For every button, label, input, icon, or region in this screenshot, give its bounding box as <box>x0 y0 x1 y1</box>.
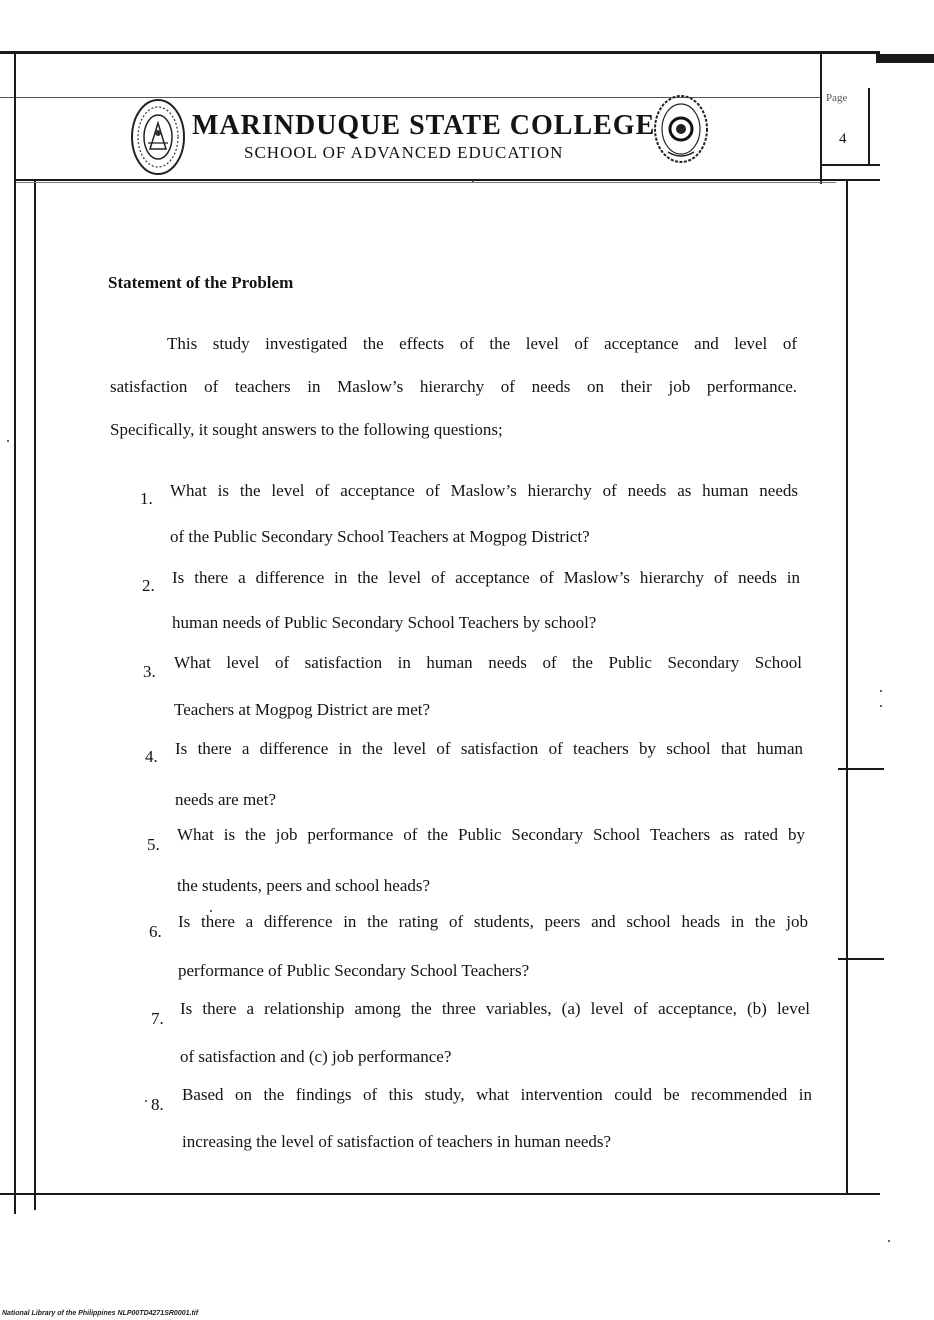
scan-speck <box>472 180 474 182</box>
question-text: performance of Public Secondary School Teachers? <box>178 961 530 980</box>
section-heading: Statement of the Problem <box>108 273 294 292</box>
question-text: What is the job performance of the Public Secondary School Teachers as rated by <box>177 825 805 844</box>
question-number: 3. <box>143 662 156 681</box>
scan-speck <box>880 705 882 707</box>
question-text: the students, peers and school heads? <box>177 876 431 895</box>
question-text: human needs of Public Secondary School Teachers by school? <box>172 613 597 632</box>
school-seal-icon <box>652 92 710 171</box>
question-text: What level of satisfaction in human needs of the Public Secondary School <box>174 653 802 672</box>
question-text: increasing the level of satisfaction of teachers in human needs? <box>182 1132 612 1151</box>
question-text: Based on the findings of this study, what intervention could be recommended in <box>182 1085 812 1104</box>
scan-speck <box>210 910 212 912</box>
margin-mark <box>838 958 884 960</box>
question-text: of the Public Secondary School Teachers at Mogpog District? <box>170 527 590 546</box>
question-text: Is there a relationship among the three variables, (a) level of acceptance, (b) level <box>180 999 810 1018</box>
question-number: 1. <box>140 489 153 508</box>
question-text: needs are met? <box>175 790 276 809</box>
question-text: of satisfaction and (c) job performance? <box>180 1047 452 1066</box>
question-number: 8. <box>151 1095 164 1114</box>
page-number: 4 <box>839 131 847 147</box>
left-border <box>14 54 16 1214</box>
scan-speck <box>888 1240 890 1242</box>
question-text: Is there a difference in the rating of students, peers and school heads in the job <box>178 912 808 931</box>
left-border-inner <box>34 180 36 1210</box>
question-text: Is there a difference in the level of acceptance of Maslow’s hierarchy of needs in <box>172 568 800 587</box>
question-number: 6. <box>149 922 162 941</box>
header-divider-inner <box>16 182 836 183</box>
scan-speck <box>7 440 9 442</box>
bottom-border <box>0 1193 880 1195</box>
right-border <box>846 180 848 1195</box>
college-name: MARINDUQUE STATE COLLEGE <box>192 110 656 141</box>
question-number: 5. <box>147 835 160 854</box>
intro-line: satisfaction of teachers in Maslow’s hierarchy of needs on their job performance. <box>110 377 797 396</box>
question-text: What is the level of acceptance of Maslow’s hierarchy of needs as human needs <box>170 481 798 500</box>
question-text: Teachers at Mogpog District are met? <box>174 700 431 719</box>
intro-line: This study investigated the effects of the level of acceptance and level of <box>167 334 797 353</box>
college-seal-icon <box>130 97 186 182</box>
page-box-bottom <box>822 164 880 166</box>
page-box-edge <box>868 88 870 166</box>
page-label: Page <box>826 92 848 104</box>
question-number: 4. <box>145 747 158 766</box>
school-name: SCHOOL OF ADVANCED EDUCATION <box>244 143 564 162</box>
scan-speck <box>880 690 882 692</box>
intro-line: Specifically, it sought answers to the following questions; <box>110 420 503 439</box>
scan-speck <box>145 1100 147 1102</box>
scan-credit: National Library of the Philippines NLP00TD4271SR0001.tif <box>2 1310 199 1317</box>
corner-mark <box>876 54 934 63</box>
margin-mark <box>838 768 884 770</box>
question-number: 7. <box>151 1009 164 1028</box>
question-number: 2. <box>142 576 155 595</box>
question-text: Is there a difference in the level of satisfaction of teachers by school that human <box>175 739 803 758</box>
top-border <box>0 51 880 54</box>
